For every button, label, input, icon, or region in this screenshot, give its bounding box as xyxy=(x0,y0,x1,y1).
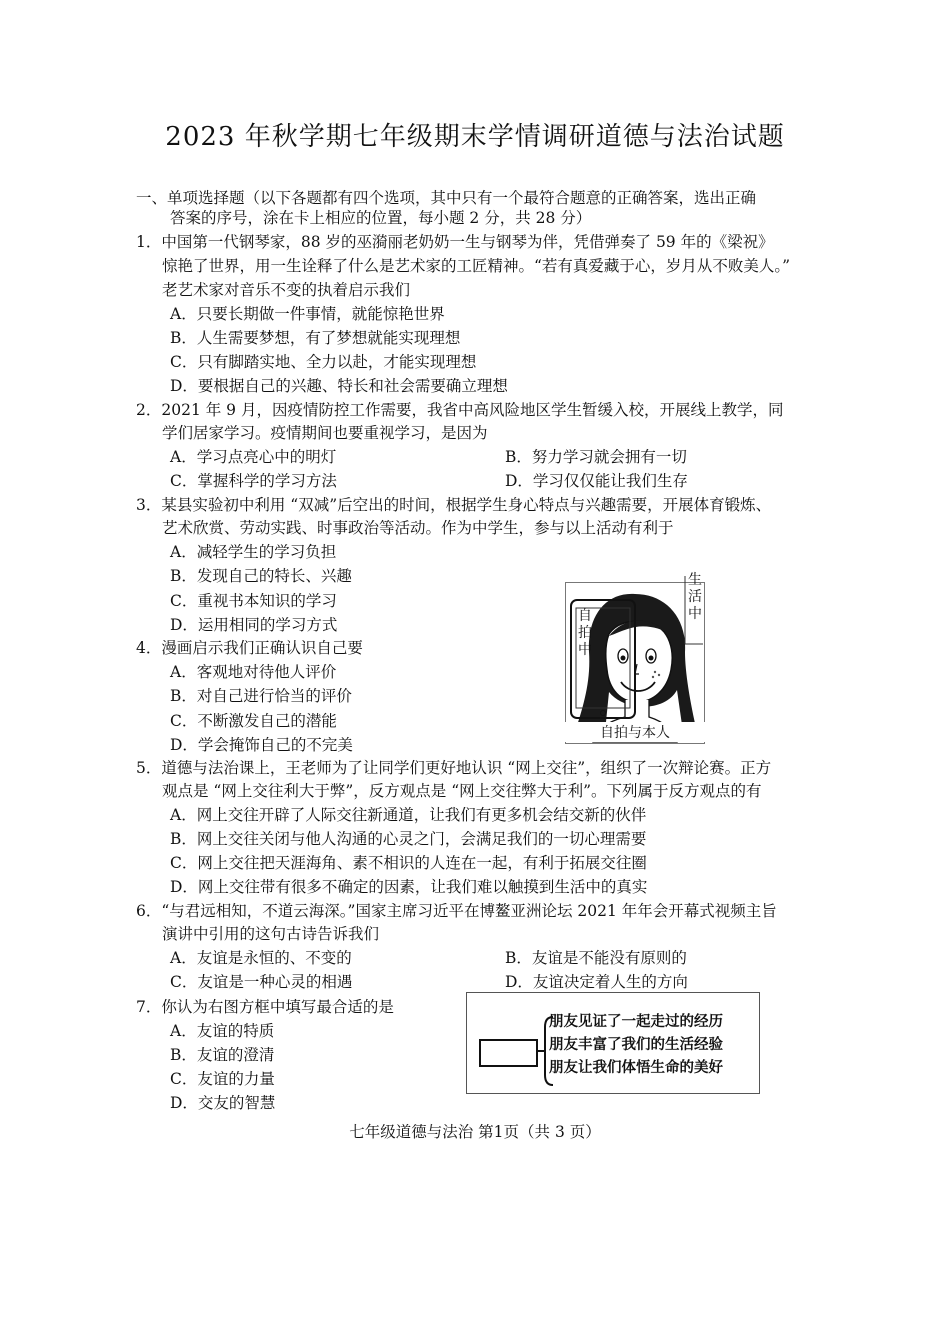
q6-stem-line1: 6．“与君远相知，不道云海深。”国家主席习近平在博鳌亚洲论坛 2021 年年会开幕式视频主旨 xyxy=(136,902,777,920)
q6-option-a: A．友谊是永恒的、不变的 xyxy=(170,949,352,967)
section-heading-line1: 一、单项选择题（以下各题都有四个选项，其中只有一个最符合题意的正确答案，选出正确 xyxy=(136,189,757,207)
q2-option-b: B．努力学习就会拥有一切 xyxy=(505,448,687,466)
section-heading-line2: 答案的序号，涂在卡上相应的位置，每小题 2 分，共 28 分） xyxy=(170,209,592,227)
q2-option-a: A．学习点亮心中的明灯 xyxy=(170,448,337,466)
q4-stem: 4．漫画启示我们正确认识自己要 xyxy=(136,639,363,657)
q1-option-a: A．只要长期做一件事情，就能惊艳世界 xyxy=(170,305,445,323)
q6-option-b: B．友谊是不能没有原则的 xyxy=(505,949,687,967)
q1-option-c: C．只有脚踏实地、全力以赴，才能实现理想 xyxy=(170,353,477,371)
cartoon-right-label: 生活中 xyxy=(688,572,702,622)
page-footer: 七年级道德与法治 第1页（共 3 页） xyxy=(349,1123,601,1141)
q7-option-c: C．友谊的力量 xyxy=(170,1070,275,1088)
q5-option-b: B．网上交往关闭与他人沟通的心灵之门，会满足我们的一切心理需要 xyxy=(170,830,647,848)
cartoon-figure xyxy=(565,572,705,744)
q3-option-b: B．发现自己的特长、兴趣 xyxy=(170,567,352,585)
q4-option-b: B．对自己进行恰当的评价 xyxy=(170,687,352,705)
diagram-line-3: 朋友让我们体悟生命的美好 xyxy=(549,1060,723,1076)
q5-option-c: C．网上交往把天涯海角、素不相识的人连在一起，有利于拓展交往圈 xyxy=(170,854,647,872)
q3-stem-line1: 3．某县实验初中利用 “双减”后空出的时间，根据学生身心特点与兴趣需要，开展体育锻炼、 xyxy=(136,496,772,514)
q5-stem-line2: 观点是 “网上交往利大于弊”，反方观点是 “网上交往弊大于利”。下列属于反方观点的有 xyxy=(162,782,762,800)
q7-option-b: B．友谊的澄清 xyxy=(170,1046,275,1064)
q7-stem: 7．你认为右图方框中填写最合适的是 xyxy=(136,998,394,1016)
q4-option-c: C．不断激发自己的潜能 xyxy=(170,712,337,730)
q3-option-d: D．运用相同的学习方式 xyxy=(170,616,338,634)
q2-option-c: C．掌握科学的学习方法 xyxy=(170,472,337,490)
cartoon-left-label: 自拍中 xyxy=(578,608,592,658)
q5-stem-line1: 5．道德与法治课上，王老师为了让同学们更好地认识 “网上交往”，组织了一次辩论赛。正方 xyxy=(136,759,772,777)
q5-option-a: A．网上交往开辟了人际交往新通道，让我们有更多机会结交新的伙伴 xyxy=(170,806,647,824)
q7-option-a: A．友谊的特质 xyxy=(170,1022,275,1040)
q6-option-c: C．友谊是一种心灵的相遇 xyxy=(170,973,353,991)
diagram-line-2: 朋友丰富了我们的生活经验 xyxy=(549,1037,723,1053)
q7-option-d: D．交友的智慧 xyxy=(170,1094,276,1112)
page-title: 2023 年秋学期七年级期末学情调研道德与法治试题 xyxy=(165,122,785,152)
q3-option-a: A．减轻学生的学习负担 xyxy=(170,543,337,561)
q1-stem-line2: 惊艳了世界，用一生诠释了什么是艺术家的工匠精神。“若有真爱藏于心，岁月从不败美人。” xyxy=(162,257,791,275)
q1-stem-line1: 1．中国第一代钢琴家，88 岁的巫漪丽老奶奶一生与钢琴为伴，凭借弹奏了 59 年的《梁祝》 xyxy=(136,233,774,251)
cartoon-caption: 自拍与本人 xyxy=(565,722,705,742)
friendship-diagram xyxy=(466,992,760,1094)
q2-stem-line1: 2．2021 年 9 月，因疫情防控工作需要，我省中高风险地区学生暂缓入校，开展线上教学，同 xyxy=(136,401,784,419)
q4-option-d: D．学会掩饰自己的不完美 xyxy=(170,736,353,754)
q3-stem-line2: 艺术欣赏、劳动实践、时事政治等活动。作为中学生，参与以上活动有利于 xyxy=(162,519,674,537)
q3-option-c: C．重视书本知识的学习 xyxy=(170,592,337,610)
q1-option-b: B．人生需要梦想，有了梦想就能实现理想 xyxy=(170,329,461,347)
q2-option-d: D．学习仅仅能让我们生存 xyxy=(505,472,688,490)
q1-stem-line3: 老艺术家对音乐不变的执着启示我们 xyxy=(162,281,411,299)
q1-option-d: D．要根据自己的兴趣、特长和社会需要确立理想 xyxy=(170,377,508,395)
q4-option-a: A．客观地对待他人评价 xyxy=(170,663,337,681)
q2-stem-line2: 学们居家学习。疫情期间也要重视学习，是因为 xyxy=(162,424,488,442)
diagram-line-1: 朋友见证了一起走过的经历 xyxy=(549,1014,723,1030)
q5-option-d: D．网上交往带有很多不确定的因素，让我们难以触摸到生活中的真实 xyxy=(170,878,648,896)
q6-option-d: D．友谊决定着人生的方向 xyxy=(505,973,688,991)
q6-stem-line2: 演讲中引用的这句古诗告诉我们 xyxy=(162,925,380,943)
